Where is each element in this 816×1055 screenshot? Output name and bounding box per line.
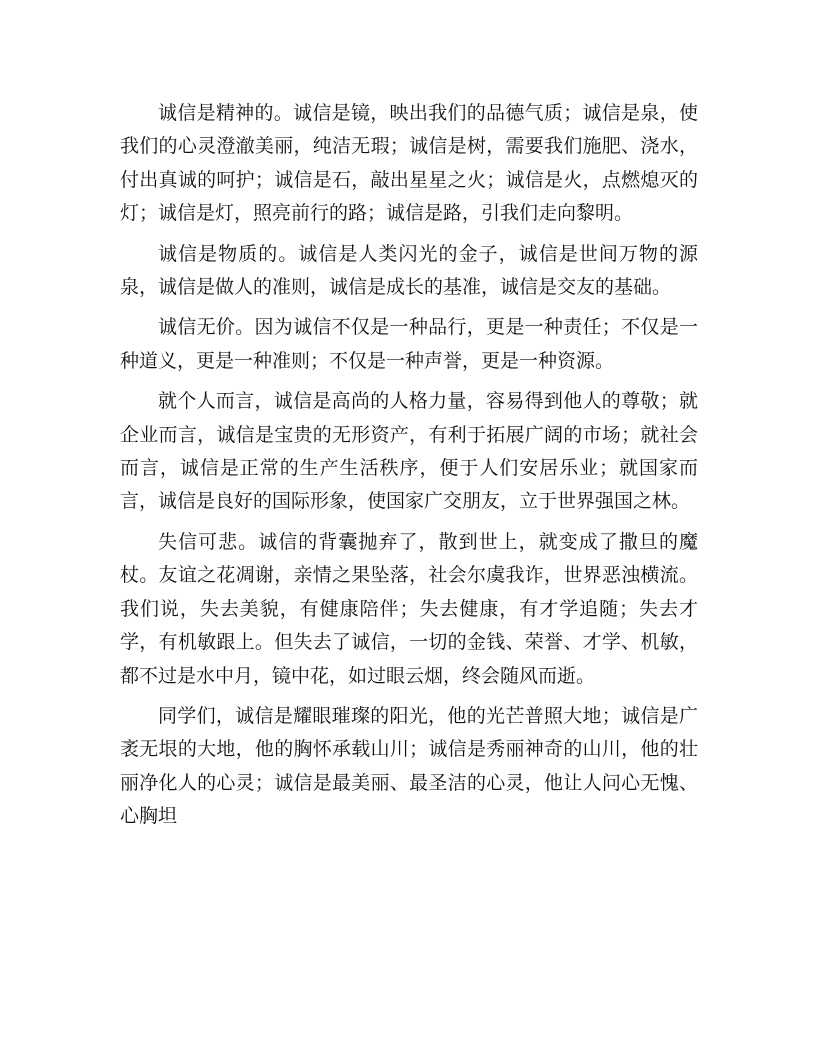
paragraph-perspectives: 就个人而言，诚信是高尚的人格力量，容易得到他人的尊敬；就企业而言，诚信是宝贵的无形资产，有利于拓展广阔的市场；就社会而言，诚信是正常的生产生活秩序，便于人们安居乐业；就国家而言，诚信是良好的国际形象，使国家广交朋友，立于世界强国之林。 — [120, 390, 698, 513]
paragraph-classmates: 同学们，诚信是耀眼璀璨的阳光，他的光芒普照大地；诚信是广袤无垠的大地，他的胸怀承载山川；诚信是秀丽神奇的山川，他的壮丽净化人的心灵；诚信是最美丽、最圣洁的心灵，他让人问心无愧、心胸坦 — [120, 704, 698, 828]
paragraph-material: 诚信是物质的。诚信是人类闪光的金子，诚信是世间万物的源泉，诚信是做人的准则，诚信是成长的基准，诚信是交友的基础。 — [120, 242, 698, 299]
paragraph-priceless: 诚信无价。因为诚信不仅是一种品行，更是一种责任；不仅是一种道义，更是一种准则；不仅是一种声誉，更是一种资源。 — [120, 316, 698, 372]
document-page — [120, 97, 698, 841]
paragraph-loss-of-trust: 失信可悲。诚信的背囊抛弃了，散到世上，就变成了撒旦的魔杖。友谊之花凋谢，亲情之果坠落，社会尔虞我诈，世界恶浊横流。我们说，失去美貌，有健康陪伴；失去健康，有才学追随；失去才学，有机敏跟上。但失去了诚信，一切的金钱、荣誉、才学、机敏，都不过是水中月，镜中花，如过眼云烟，终会随风而逝。 — [120, 530, 698, 687]
paragraph-spiritual: 诚信是精神的。诚信是镜，映出我们的品德气质；诚信是泉，使我们的心灵澄澈美丽，纯洁无瑕；诚信是树，需要我们施肥、浇水，付出真诚的呵护；诚信是石，敲出星星之火；诚信是火，点燃熄灭的灯；诚信是灯，照亮前行的路；诚信是路，引我们走向黎明。 — [120, 102, 698, 225]
